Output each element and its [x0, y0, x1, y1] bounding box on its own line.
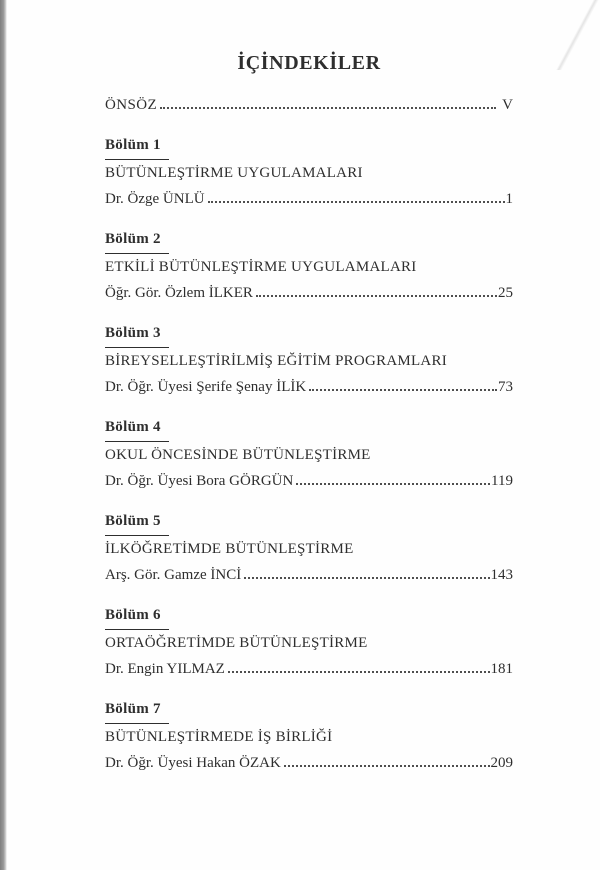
chapter-page-number: 181 [490, 661, 513, 677]
toc-section-1 [105, 132, 513, 212]
dot-leader [160, 107, 496, 109]
toc-entry-author [105, 280, 513, 306]
toc-entry-author [105, 750, 513, 776]
toc-section-7 [105, 696, 513, 776]
toc-entry-author [105, 562, 513, 588]
chapter-heading: Bölüm 1 [105, 132, 169, 160]
dot-leader [309, 389, 497, 391]
dot-leader [296, 483, 490, 485]
chapter-page-number: 73 [498, 379, 513, 395]
author-name: Öğr. Gör. Özlem İLKER [105, 285, 253, 301]
chapter-page-number: 1 [505, 191, 513, 207]
author-name: Dr. Öğr. Üyesi Şerife Şenay İLİK [105, 379, 307, 395]
chapter-heading-row [105, 320, 513, 348]
chapter-heading-row [105, 602, 513, 630]
chapter-page-number: 209 [490, 755, 513, 771]
chapter-heading: Bölüm 6 [105, 602, 169, 630]
toc-section-2 [105, 226, 513, 306]
table-of-contents [105, 50, 513, 776]
chapter-title: OKUL ÖNCESİNDE BÜTÜNLEŞTİRME [105, 447, 371, 463]
chapter-page-number: 25 [498, 285, 513, 301]
toc-section-4 [105, 414, 513, 494]
dot-leader [244, 577, 489, 579]
dot-leader [284, 765, 490, 767]
chapter-heading-row [105, 132, 513, 160]
chapter-title: BÜTÜNLEŞTİRME UYGULAMALARI [105, 165, 363, 181]
chapter-title: İLKÖĞRETİMDE BÜTÜNLEŞTİRME [105, 541, 354, 557]
chapter-page-number: 119 [491, 473, 513, 489]
chapter-heading-row [105, 226, 513, 254]
toc-entry-preface [105, 92, 513, 118]
author-name: Dr. Öğr. Üyesi Hakan ÖZAK [105, 755, 281, 771]
preface-page-number: V [502, 97, 513, 113]
toc-entry-author [105, 468, 513, 494]
dot-leader [208, 201, 505, 203]
author-name: Dr. Öğr. Üyesi Bora GÖRGÜN [105, 473, 294, 489]
preface-label: ÖNSÖZ [105, 97, 158, 113]
toc-entry-author [105, 186, 513, 212]
author-name: Arş. Gör. Gamze İNCİ [105, 567, 242, 583]
chapter-title: ORTAÖĞRETİMDE BÜTÜNLEŞTİRME [105, 635, 368, 651]
toc-section-3 [105, 320, 513, 400]
chapter-page-number: 143 [490, 567, 513, 583]
chapter-heading: Bölüm 4 [105, 414, 169, 442]
scan-corner-artifact [554, 0, 600, 70]
chapter-heading: Bölüm 7 [105, 696, 169, 724]
chapter-heading: Bölüm 5 [105, 508, 169, 536]
chapter-heading-row [105, 414, 513, 442]
dot-leader [256, 295, 497, 297]
dot-leader [228, 671, 490, 673]
author-name: Dr. Engin YILMAZ [105, 661, 225, 677]
chapter-heading-row [105, 696, 513, 724]
author-name: Dr. Özge ÜNLÜ [105, 191, 205, 207]
chapter-title: ETKİLİ BÜTÜNLEŞTİRME UYGULAMALARI [105, 259, 417, 275]
toc-section-5 [105, 508, 513, 588]
chapter-heading-row [105, 508, 513, 536]
page-title: İÇİNDEKİLER [237, 52, 381, 74]
toc-entry-author [105, 374, 513, 400]
chapter-title: BÜTÜNLEŞTİRMEDE İŞ BİRLİĞİ [105, 729, 333, 745]
scan-edge-shadow [0, 0, 7, 870]
chapter-title: BİREYSELLEŞTİRİLMİŞ EĞİTİM PROGRAMLARI [105, 353, 447, 369]
toc-section-6 [105, 602, 513, 682]
chapter-heading: Bölüm 3 [105, 320, 169, 348]
chapter-heading: Bölüm 2 [105, 226, 169, 254]
toc-entry-author [105, 656, 513, 682]
